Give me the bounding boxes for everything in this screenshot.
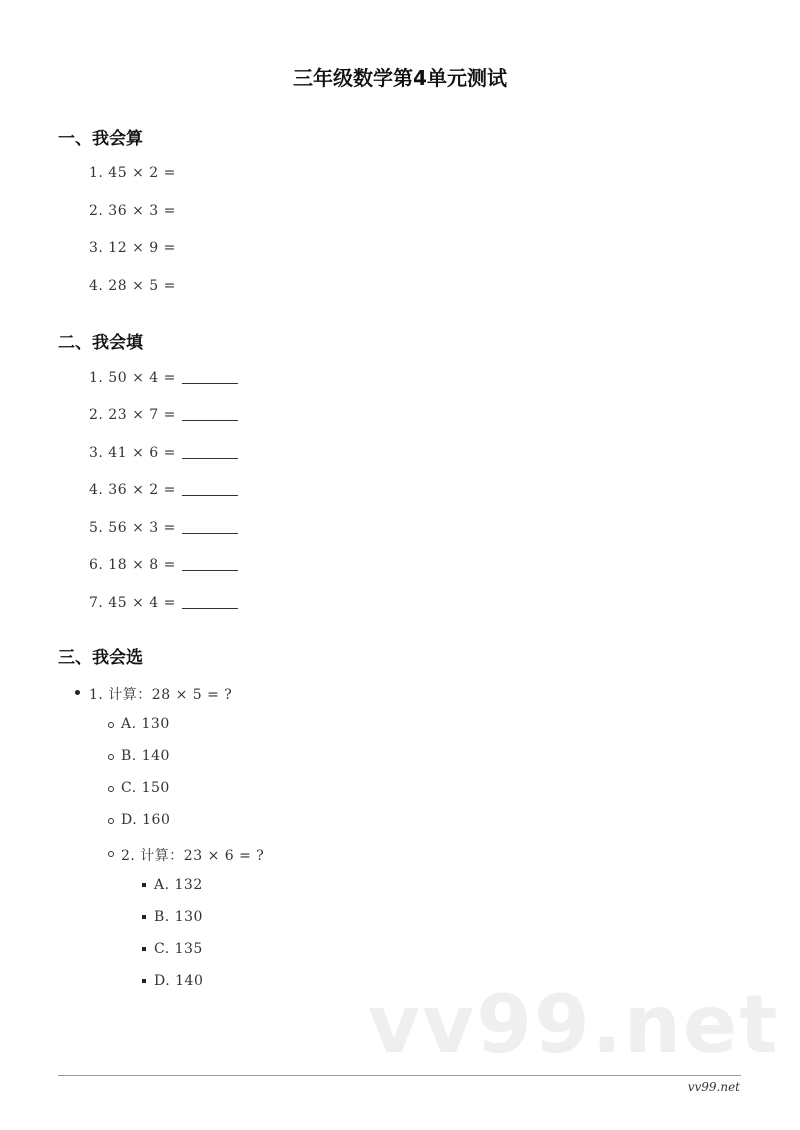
circle-bullet-icon: [108, 722, 114, 728]
choice-question-1: 1. 计算：28 × 5 = ?: [89, 687, 233, 703]
answer-blank[interactable]: [182, 369, 238, 384]
circle-bullet-icon: [108, 851, 114, 857]
square-bullet-icon: [142, 947, 146, 951]
answer-blank[interactable]: [182, 406, 238, 421]
fill-question-1: [89, 369, 238, 386]
watermark: vv99.net: [368, 978, 780, 1071]
calc-question-3: 3. 12 × 9 =: [89, 240, 176, 256]
calc-question-1: 1. 45 × 2 =: [89, 165, 176, 181]
fill-question-7: [89, 594, 238, 611]
choice-option-d[interactable]: D. 140: [154, 973, 204, 989]
fill-question-5: [89, 519, 238, 536]
fill-question-4: [89, 481, 238, 498]
square-bullet-icon: [142, 883, 146, 887]
choice-option-c[interactable]: C. 150: [121, 780, 170, 796]
fill-question-text: 6. 18 × 8 =: [89, 557, 176, 573]
page-title: 三年级数学第4单元测试: [293, 66, 507, 90]
square-bullet-icon: [142, 915, 146, 919]
section-heading-calc: 一、我会算: [58, 129, 143, 149]
choice-option-b[interactable]: B. 130: [154, 909, 203, 925]
fill-question-text: 1. 50 × 4 =: [89, 370, 176, 386]
fill-question-2: [89, 406, 238, 423]
answer-blank[interactable]: [182, 594, 238, 609]
calc-question-4: 4. 28 × 5 =: [89, 278, 176, 294]
fill-question-3: [89, 444, 238, 461]
disc-bullet-icon: [75, 690, 80, 695]
calc-question-2: 2. 36 × 3 =: [89, 203, 176, 219]
fill-question-text: 2. 23 × 7 =: [89, 407, 176, 423]
answer-blank[interactable]: [182, 519, 238, 534]
fill-question-text: 3. 41 × 6 =: [89, 445, 176, 461]
choice-question-2: 2. 计算：23 × 6 = ?: [121, 848, 265, 864]
footer-divider: [58, 1075, 741, 1076]
square-bullet-icon: [142, 979, 146, 983]
circle-bullet-icon: [108, 818, 114, 824]
choice-option-b[interactable]: B. 140: [121, 748, 170, 764]
section-heading-fill: 二、我会填: [58, 333, 143, 353]
fill-question-text: 5. 56 × 3 =: [89, 520, 176, 536]
circle-bullet-icon: [108, 786, 114, 792]
section-heading-choose: 三、我会选: [58, 648, 143, 668]
fill-question-text: 4. 36 × 2 =: [89, 482, 176, 498]
circle-bullet-icon: [108, 754, 114, 760]
answer-blank[interactable]: [182, 481, 238, 496]
choice-option-a[interactable]: A. 132: [154, 877, 203, 893]
answer-blank[interactable]: [182, 444, 238, 459]
footer-site-label: vv99.net: [687, 1080, 740, 1094]
answer-blank[interactable]: [182, 556, 238, 571]
choice-option-c[interactable]: C. 135: [154, 941, 203, 957]
choice-option-d[interactable]: D. 160: [121, 812, 171, 828]
fill-question-text: 7. 45 × 4 =: [89, 595, 176, 611]
fill-question-6: [89, 556, 238, 573]
choice-option-a[interactable]: A. 130: [121, 716, 170, 732]
